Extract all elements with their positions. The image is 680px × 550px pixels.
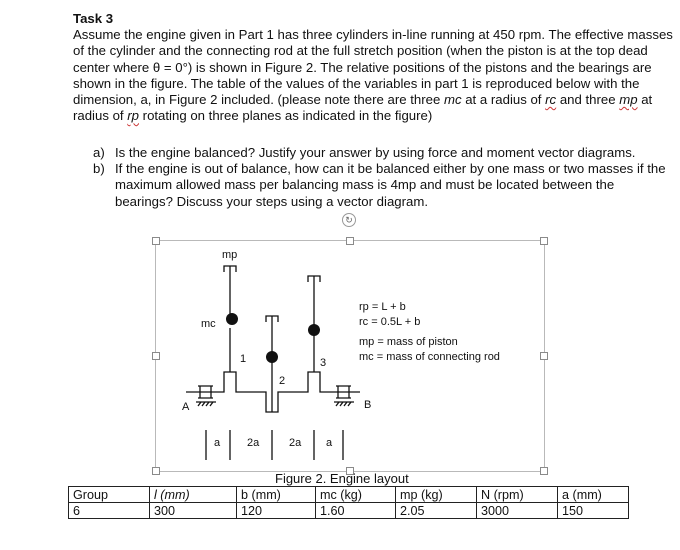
table-header-row: [69, 487, 629, 503]
question-text: Is the engine balanced? Justify your answer by using force and moment vector diagrams.: [115, 145, 636, 160]
table-cell: 1.60: [316, 503, 396, 519]
legend-mp: mp = mass of piston: [359, 336, 458, 348]
resize-handle-left[interactable]: [152, 352, 160, 360]
figure-selection-frame[interactable]: [155, 240, 545, 472]
label-bearing-a: A: [182, 401, 190, 413]
task-text-block: [73, 11, 673, 124]
resize-handle-top-right[interactable]: [540, 237, 548, 245]
question-label: a): [93, 145, 105, 160]
table-header: N (rpm): [477, 487, 558, 503]
question-b: [93, 161, 673, 210]
dim-2a-left: 2a: [247, 437, 260, 449]
question-a: [93, 145, 673, 161]
table-header: b (mm): [237, 487, 316, 503]
resize-handle-bottom-right[interactable]: [540, 467, 548, 475]
question-label: b): [93, 161, 105, 177]
table-header: l (mm): [150, 487, 237, 503]
legend-rc: rc = 0.5L + b: [359, 316, 421, 328]
table-header: mc (kg): [316, 487, 396, 503]
label-cyl-1: 1: [240, 353, 247, 365]
task-paragraph: [73, 27, 673, 124]
task-body: Assume the engine given in Part 1 has three cylinders in-line running at 450 rpm. The effective masses of the cylinder and the connecting rod at the full stretch position (when the piston is at the top dead center where θ = 0°) is shown in Figure 2. The relative positions of the pistons and the bearings are shown in the figure. The table of the values of the variables in part 1 is reproduced below with the dimension, a, in Figure 2 included. (please note there are three: [73, 27, 673, 108]
legend-rp: rp = L + b: [359, 301, 406, 313]
label-cyl-3: 3: [320, 357, 327, 369]
task-fragment: and three: [559, 92, 616, 108]
label-cyl-2: 2: [279, 375, 286, 387]
legend-mc: mc = mass of connecting rod: [359, 351, 500, 363]
table-cell: 2.05: [396, 503, 477, 519]
task-fragment: rotating on three planes as indicated in the figure): [142, 108, 433, 124]
resize-handle-top-left[interactable]: [152, 237, 160, 245]
mc-symbol: mc: [443, 92, 462, 108]
resize-handle-right[interactable]: [540, 352, 548, 360]
table-row: [69, 503, 629, 519]
rotate-handle-icon[interactable]: ↻: [342, 213, 356, 227]
mp-symbol: mp: [619, 92, 638, 108]
dim-2a-right: 2a: [289, 437, 302, 449]
table-cell: 150: [558, 503, 629, 519]
rc-symbol: rc: [545, 92, 557, 108]
table-header: Group: [69, 487, 150, 503]
question-list: [93, 145, 673, 210]
figure-caption: Figure 2. Engine layout: [275, 471, 409, 486]
table-cell: 300: [150, 503, 237, 519]
task-title: Task 3: [73, 11, 114, 26]
table-cell: 120: [237, 503, 316, 519]
table-header: mp (kg): [396, 487, 477, 503]
task-fragment: at radius of: [73, 92, 653, 124]
task-fragment: at a radius of: [465, 92, 542, 108]
dim-a-right: a: [326, 437, 333, 449]
label-bearing-b: B: [364, 399, 372, 411]
label-mc: mc: [201, 318, 216, 330]
rp-symbol: rp: [127, 108, 139, 124]
table-cell: 3000: [477, 503, 558, 519]
table-cell: 6: [69, 503, 150, 519]
table-header: a (mm): [558, 487, 629, 503]
resize-handle-top[interactable]: [346, 237, 354, 245]
question-text: If the engine is out of balance, how can it be balanced either by one mass or two masses if the maximum allowed mass per balancing mass is 4mp and must be located between the bearings? Discuss your steps using a vector diagram.: [115, 161, 666, 209]
resize-handle-bottom-left[interactable]: [152, 467, 160, 475]
parameter-table: [68, 486, 629, 519]
label-mp: mp: [222, 249, 238, 261]
dim-a-left: a: [214, 437, 221, 449]
